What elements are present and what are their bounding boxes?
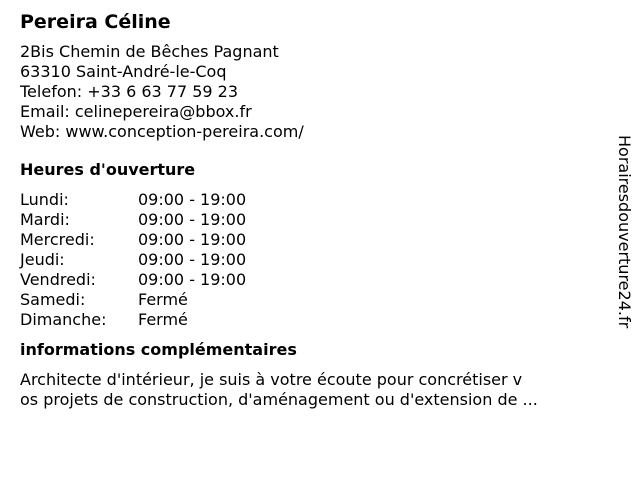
day-label: Dimanche:: [20, 310, 107, 329]
hours-value: Fermé: [138, 290, 188, 309]
hours-row-friday: [20, 270, 246, 290]
business-name: Pereira Céline: [20, 11, 171, 33]
hours-heading: Heures d'ouverture: [20, 160, 196, 179]
day-label: Vendredi:: [20, 270, 96, 289]
info-heading: informations complémentaires: [20, 340, 297, 359]
info-line-2: os projets de construction, d'aménagement ou d'extension de ...: [20, 390, 538, 409]
email-line: Email: celinepereira@bbox.fr: [20, 102, 252, 121]
address-line-2: 63310 Saint-André-le-Coq: [20, 62, 227, 81]
hours-value: Fermé: [138, 310, 188, 329]
hours-row-tuesday: [20, 210, 246, 230]
contact-block: [20, 42, 600, 142]
info-line-1: Architecte d'intérieur, je suis à votre écoute pour concrétiser v: [20, 370, 523, 389]
hours-row-thursday: [20, 250, 246, 270]
business-card: [20, 10, 600, 410]
info-description: [20, 370, 600, 410]
address-line-1: 2Bis Chemin de Bêches Pagnant: [20, 42, 279, 61]
hours-row-saturday: [20, 290, 246, 310]
day-label: Mercredi:: [20, 230, 95, 249]
hours-row-sunday: [20, 310, 246, 330]
website-line: Web: www.conception-pereira.com/: [20, 122, 304, 141]
day-label: Mardi:: [20, 210, 70, 229]
hours-value: 09:00 - 19:00: [138, 210, 247, 229]
site-brand-vertical: Horairesdouverture24.fr: [615, 135, 634, 329]
phone-line: Telefon: +33 6 63 77 59 23: [20, 82, 239, 101]
hours-row-wednesday: [20, 230, 246, 250]
hours-value: 09:00 - 19:00: [138, 250, 247, 269]
day-label: Lundi:: [20, 190, 69, 209]
day-label: Jeudi:: [20, 250, 65, 269]
hours-value: 09:00 - 19:00: [138, 230, 247, 249]
day-label: Samedi:: [20, 290, 86, 309]
hours-value: 09:00 - 19:00: [138, 270, 247, 289]
hours-row-monday: [20, 190, 246, 210]
opening-hours-table: [20, 190, 246, 330]
hours-value: 09:00 - 19:00: [138, 190, 247, 209]
